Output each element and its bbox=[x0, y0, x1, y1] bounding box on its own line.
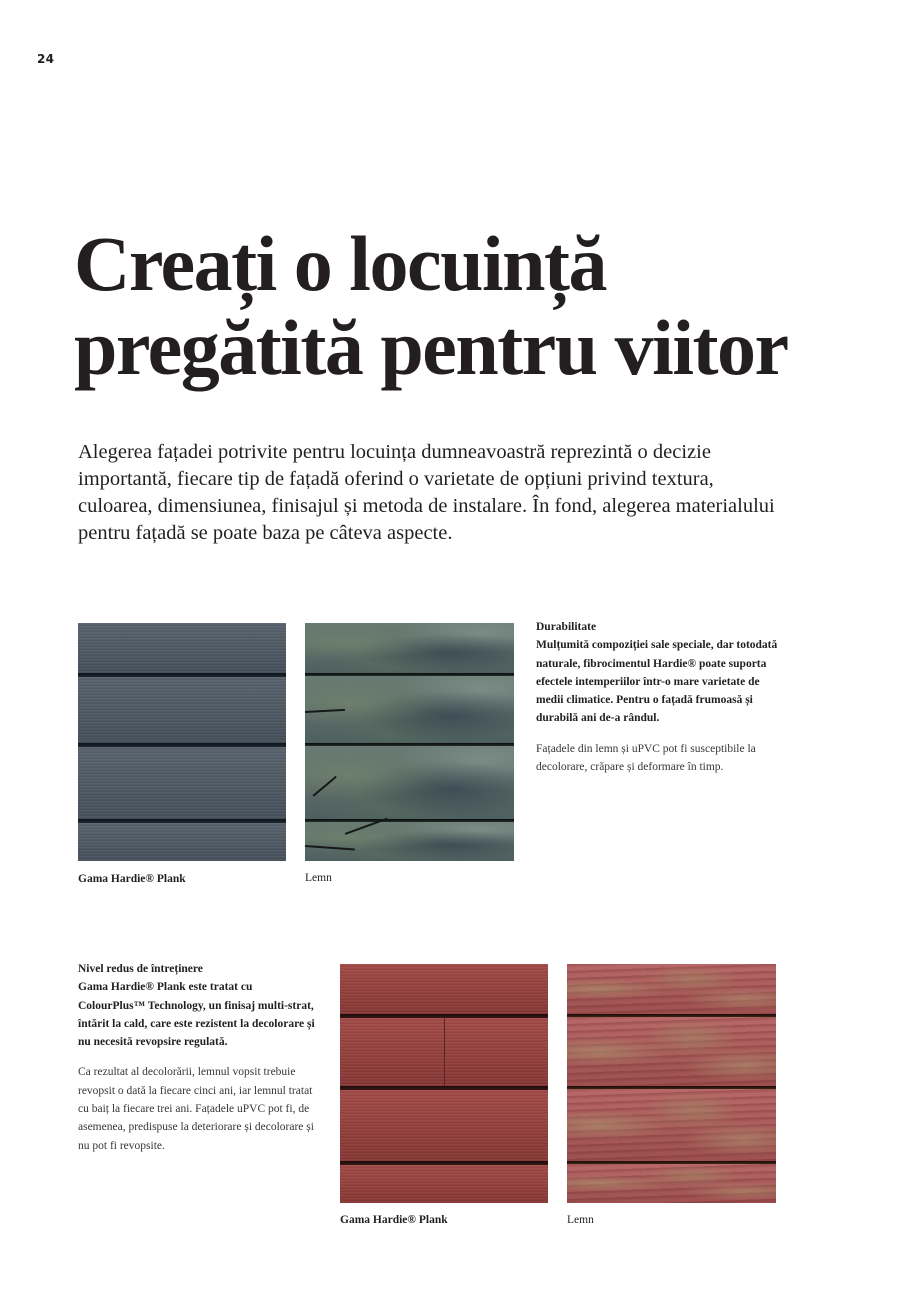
page-number: 24 bbox=[37, 52, 55, 66]
hardie-plank-gray-image bbox=[78, 623, 286, 861]
caption-hardie-plank-2: Gama Hardie® Plank bbox=[340, 1214, 448, 1226]
weathered-wood-image bbox=[305, 623, 514, 861]
headline-line-1: Creați o locuință bbox=[74, 220, 607, 307]
caption-wood-2: Lemn bbox=[567, 1214, 594, 1226]
caption-wood-1: Lemn bbox=[305, 872, 332, 884]
headline-line-2: pregătită pentru viitor bbox=[74, 304, 788, 391]
maintenance-title: Nivel redus de întreținere bbox=[78, 963, 203, 975]
durability-body: Fațadele din lemn și uPVC pot fi susceptibile la decolorare, crăpare și deformare în timp. bbox=[536, 742, 756, 774]
page-headline bbox=[74, 222, 874, 390]
caption-hardie-plank-1: Gama Hardie® Plank bbox=[78, 873, 186, 885]
maintenance-body: Ca rezultat al decolorării, lemnul vopsit trebuie revopsit o dată la fiecare cinci ani, iar lemnul tratat cu baiț la fiecare trei ani. Fațadele uPVC pot fi, de asemenea, predispuse la deteriorare și decolorare și nu pot fi revopsite. bbox=[78, 1066, 314, 1152]
maintenance-lead: Gama Hardie® Plank este tratat cu ColourPlus™ Technology, un finisaj multi-strat, întărit la cald, care este rezistent la decolorare și nu necesită revopsire regulată. bbox=[78, 981, 315, 1049]
durability-section bbox=[536, 618, 786, 776]
durability-lead: Mulțumită compoziției sale speciale, dar totodată naturale, fibrocimentul Hardie® poate suporta efectele intemperiilor într-o mare varietate de medii climatice. Pentru o fațadă frumoasă și durabilă ani de-a rândul. bbox=[536, 639, 778, 725]
intro-paragraph: Alegerea fațadei potrivite pentru locuința dumneavoastră reprezintă o decizie importantă, fiecare tip de fațadă oferind o varietate de opțiuni privind textura, culoarea, dimensiunea, finisajul și metoda de instalare. În fond, alegerea materialului pentru fațadă se poate baza pe câteva aspecte. bbox=[78, 441, 775, 544]
maintenance-section bbox=[78, 960, 318, 1155]
durability-title: Durabilitate bbox=[536, 621, 597, 633]
hardie-plank-red-image bbox=[340, 964, 548, 1203]
peeling-wood-image bbox=[567, 964, 776, 1203]
